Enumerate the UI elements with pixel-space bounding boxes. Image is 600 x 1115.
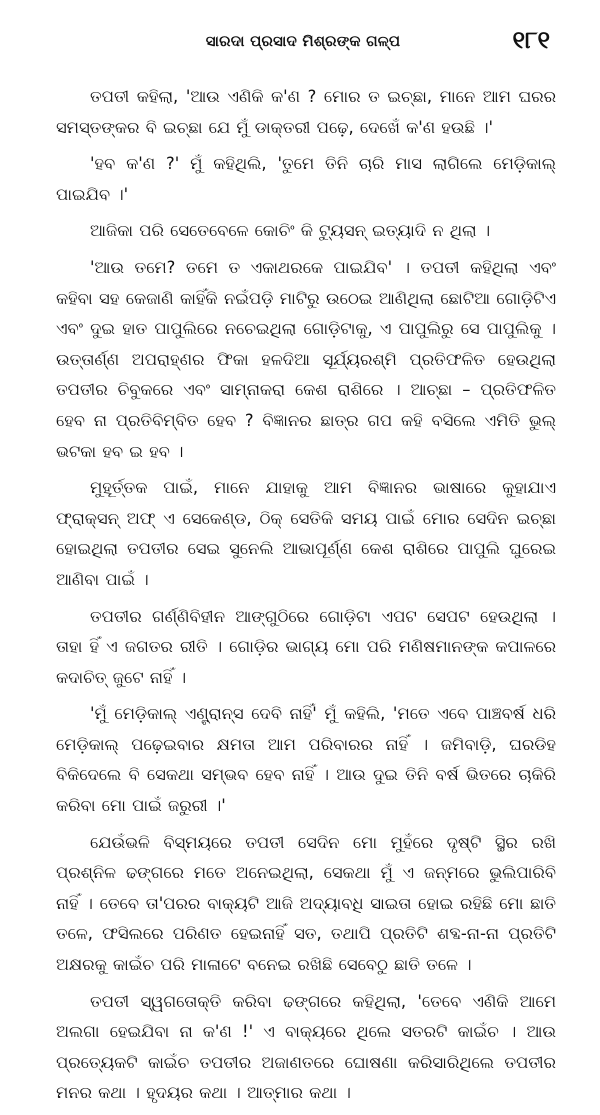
paragraph: ଆଜିକା ପରି ସେତେବେଳେ କୋଚିଂ କି ଟ୍ୟୁସନ୍ ଇତ୍ୟାଦି ନ ଥିଲା । xyxy=(90,221,491,241)
paragraph: 'ହବ କ'ଣ ?' ମୁଁ କହିଥିଲି, 'ତୁମେ ତିନି ଚାରି ମାସ ଲାଗିଲେ ମେଡ଼ିକାଲ୍ ପାଇଯିବ ।' xyxy=(56,154,556,204)
page-number: ୧୮୧ xyxy=(512,26,550,54)
paragraph: 'ମୁଁ ମେଡ଼ିକାଲ୍ ଏଣ୍ଟ୍ରାନ୍ସ ଦେବି ନାହିଁ' ମୁଁ କହିଲି, 'ମତେ ଏବେ ପାଞ୍ଚବର୍ଷ ଧରି ମେଡ଼ିକାଲ୍ ପଢ଼େଇବାର କ୍ଷମତା ଆମ ପରିବାରର ନାହିଁ । ଜମିବାଡ଼ି, ଘରଡିହ ବିକିଦେଲେ ବି ସେକଥା ସମ୍ଭବ ହେବ ନାହିଁ । ଆଉ ଦୁଇ ତିନି ବର୍ଷ ଭିତରେ ଚାକିରି କରିବା ମୋ ପାଇଁ ଜରୁରୀ ।' xyxy=(56,704,556,816)
paragraph: ତପତୀ ସ୍ୱଗତୋକ୍ତି କରିବା ଢଙ୍ଗରେ କହିଥିଲା, 'ତେବେ ଏଣିକି ଆମେ ଅଲଗା ହେଇଯିବା ନା କ'ଣ !' ଏ ବାକ୍ୟରେ ଥିଲେ ସତରଟି କାଇଁଚ । ଆଉ ପ୍ରତ୍ୟେକଟି କାଇଁଚ ତପତୀର ଅଜାଣତରେ ଘୋଷଣା କରିସାରିଥିଲେ ତପତୀର ମନର କଥା । ହୃଦୟର କଥା । ଆତ୍ମାର କଥା । xyxy=(56,991,556,1103)
paragraph: 'ଆଉ ତମେ? ତମେ ତ ଏକାଥରକେ ପାଇଯିବ' । ତପତୀ କହିଥିଲା ଏବଂ କହିବା ସହ କେଜାଣି କାହିଁକି ନଇଁପଡ଼ି ମାଟିରୁ ଉଠେଇ ଆଣିଥିଲା ଛୋଟିଆ ଗୋଡ଼ିଟିଏ ଏବଂ ଦୁଇ ହାତ ପାପୁଲିରେ ନଚେଇଥିଲା ଗୋଡ଼ିଟାକୁ, ଏ ପାପୁଲିରୁ ସେ ପାପୁଲିକୁ । ଉତ୍ତାର୍ଣ୍ଣ ଅପରାହ୍ଣର ଫିକା ହଳଦିଆ ସୂର୍ଯ୍ୟରଶ୍ମି ପ୍ରତିଫଳିତ ହେଉଥିଲା ତପତୀର ଚିବୁକରେ ଏବଂ ସାମ୍ନାକରା କେଶ ରାଶିରେ । ଆଚ୍ଛା – ପ୍ରତିଫଳିତ ହେବ ନା ପ୍ରତିବିମ୍ବିତ ହେବ ? ବିଜ୍ଞାନର ଛାତ୍ର ଗପ କହି ବସିଲେ ଏମିତି ଭୁଲ୍ ଭଟକା ହବ ଇ ହବ । xyxy=(56,257,556,461)
body-text xyxy=(56,82,556,1115)
paragraph: ତପତୀର ଗର୍ଣ୍ଣିବିହୀନ ଆଙ୍ଗୁଠିରେ ଗୋଡ଼ିଟା ଏପଟ ସେପଟ ହେଉଥିଲା । ତାହା ହିଁ ଏ ଜଗତର ରୀତି । ଗୋଡ଼ିର ଭାଗ୍ୟ ମୋ ପରି ମଣିଷମାନଙ୍କ କପାଳରେ କଦାଚିତ୍ ଜୁଟେ ନାହିଁ । xyxy=(56,606,556,687)
paragraph: ମୁହୂର୍ତ୍ତକ ପାଇଁ, ମାନେ ଯାହାକୁ ଆମ ବିଜ୍ଞାନର ଭାଷାରେ କୁହାଯାଏ ଫ୍ରାକ୍‌ସନ୍ ଅଫ୍ ଏ ସେକେଣ୍ଡ, ଠିକ୍ ସେତିକି ସମୟ ପାଇଁ ମୋର ସେଦିନ ଇଚ୍ଛା ହୋଇଥିଲା ତପତୀର ସେଇ ସୁନେଲି ଆଭାପୂର୍ଣ୍ଣ କେଶ ରାଶିରେ ପାପୁଲି ଘୁରେଇ ଆଣିବା ପାଇଁ । xyxy=(56,478,556,589)
page-header xyxy=(56,26,550,60)
running-head: ସାରଦା ପ୍ରସାଦ ମିଶ୍ରଙ୍କ ଗଳ୍ପ xyxy=(205,32,401,50)
paragraph: ତପତୀ କହିଲା, 'ଆଉ ଏଣିକି କ'ଣ ? ମୋର ତ ଇଚ୍ଛା, ମାନେ ଆମ ଘରର ସମସ୍ତଙ୍କର ବି ଇଚ୍ଛା ଯେ ମୁଁ ଡାକ୍ତରୀ ପଢ଼େ, ଦେଖେଁ କ'ଣ ହଉଛି ।' xyxy=(56,87,556,137)
paragraph: ଯେଉଁଭଳି ବିସ୍ମୟରେ ତପତୀ ସେଦିନ ମୋ ମୁହଁରେ ଦୃଷ୍ଟି ସ୍ଥିର ରଖି ପ୍ରଶ୍ନିଳ ଢଙ୍ଗରେ ମତେ ଅନେଇଥିଲା, ସେକଥା ମୁଁ ଏ ଜନ୍ମରେ ଭୁଲିପାରିବି ନାହିଁ । ତେବେ ତା'ପରର ବାକ୍ୟଟି ଆଜି ଅଦ୍ୟାବଧି ସାଇତା ହୋଇ ରହିଛି ମୋ ଛାତି ତଳେ, ଫସିଲରେ ପରିଣତ ହେଇନାହିଁ ସତ, ତଥାପି ପ୍ରତିଟି ଶବ୍ଦ-ନା-ନା ପ୍ରତିଟି ଅକ୍ଷରକୁ କାଇଁଚ ପରି ମାଳାଟେ ବନେଇ ରଖିଛି ସେବେଠୁ ଛାତି ତଳେ । xyxy=(56,832,556,975)
